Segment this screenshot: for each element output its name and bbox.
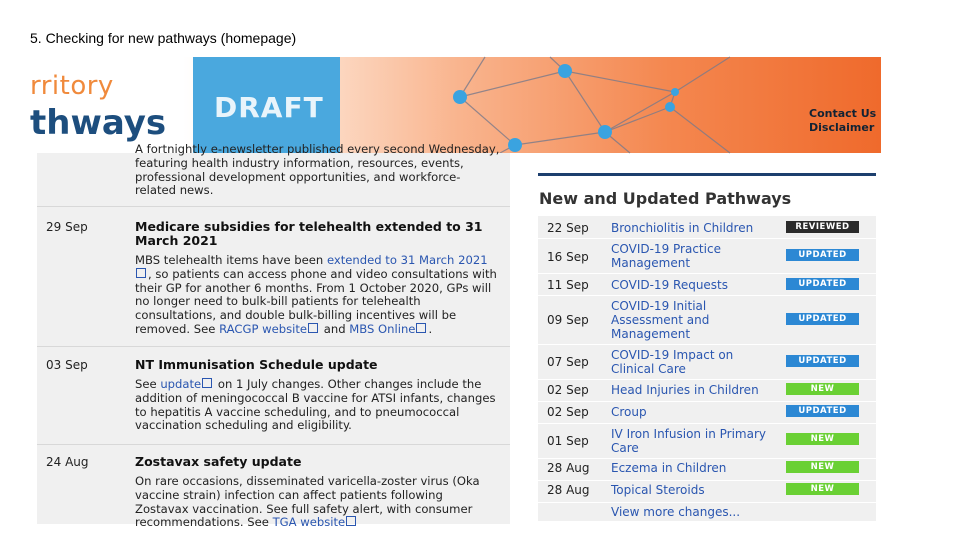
pathway-date: 22 Sep bbox=[547, 221, 589, 235]
pathway-row[interactable] bbox=[538, 345, 876, 380]
news-item bbox=[37, 143, 510, 207]
news-title[interactable]: NT Immunisation Schedule update bbox=[135, 357, 378, 372]
external-link-icon bbox=[308, 323, 318, 333]
pathway-row[interactable] bbox=[538, 424, 876, 459]
status-badge: UPDATED bbox=[786, 405, 859, 417]
pathway-date: 16 Sep bbox=[547, 250, 589, 264]
pathway-link[interactable]: Topical Steroids bbox=[611, 483, 705, 497]
pathway-row[interactable] bbox=[538, 274, 876, 296]
slide-title: 5. Checking for new pathways (homepage) bbox=[30, 30, 297, 46]
status-badge: NEW bbox=[786, 483, 859, 495]
news-text bbox=[135, 378, 500, 433]
view-more-link[interactable]: View more changes... bbox=[611, 505, 741, 519]
news-title[interactable]: Medicare subsidies for telehealth extended to 31 March 2021 bbox=[135, 219, 483, 248]
status-badge: UPDATED bbox=[786, 278, 859, 290]
pathway-row[interactable] bbox=[538, 217, 876, 239]
pathway-link[interactable]: Head Injuries in Children bbox=[611, 383, 759, 397]
pathway-link[interactable]: COVID-19 Initial Assessment and Management bbox=[611, 299, 710, 341]
news-text-part: See bbox=[135, 377, 161, 391]
news-text bbox=[135, 254, 500, 337]
logo-line-2: thways bbox=[30, 103, 167, 143]
external-link-icon bbox=[136, 268, 146, 278]
pathway-link[interactable]: Bronchiolitis in Children bbox=[611, 221, 754, 235]
external-link-icon bbox=[202, 378, 212, 388]
pathways-header bbox=[538, 176, 876, 216]
pathways-panel bbox=[538, 173, 876, 521]
status-badge: UPDATED bbox=[786, 313, 859, 325]
news-text-part: . bbox=[428, 321, 433, 336]
draft-label: DRAFT bbox=[214, 91, 324, 124]
status-badge: REVIEWED bbox=[786, 221, 859, 233]
pathway-date: 02 Sep bbox=[547, 383, 589, 397]
news-panel bbox=[37, 142, 510, 530]
tga-link[interactable]: TGA website bbox=[272, 515, 346, 530]
news-text-part: on 1 July changes. Other changes include the addition of meningococcal B vaccine for ATSI infants, changes to hepatitis A vaccine scheduling, and to pneumococcal vaccination scheduling and eligibility. bbox=[135, 377, 496, 433]
status-badge: NEW bbox=[786, 433, 859, 445]
status-badge: NEW bbox=[786, 461, 859, 473]
site-banner bbox=[30, 57, 881, 153]
news-date: 24 Aug bbox=[46, 455, 89, 469]
status-badge: UPDATED bbox=[786, 355, 859, 367]
pathway-link[interactable]: Croup bbox=[611, 405, 647, 419]
update-link[interactable]: update bbox=[160, 377, 202, 391]
pathways-title: New and Updated Pathways bbox=[539, 189, 792, 208]
disclaimer-link[interactable]: Disclaimer bbox=[809, 121, 875, 134]
pathway-date: 07 Sep bbox=[547, 355, 589, 369]
logo-line-1: rritory bbox=[30, 71, 114, 101]
banner-links bbox=[809, 107, 881, 135]
status-badge: NEW bbox=[786, 383, 859, 395]
pathway-date: 01 Sep bbox=[547, 434, 589, 448]
pathway-date: 28 Aug bbox=[547, 483, 590, 497]
news-item bbox=[37, 207, 510, 347]
news-text-part: On rare occasions, disseminated varicella-zoster virus (Oka vaccine strain) infection can affect patients following Zostavax vaccination. See full safety alert, with consumer recommendations. See bbox=[135, 474, 480, 530]
news-text-part: , so patients can access phone and video consultations with their GP for another 6 months. From 1 October 2020, GPs will no longer need to bulk-bill patients for telehealth consultations, and double bulk-billing incentives will be removed. See bbox=[135, 266, 497, 336]
pathway-row[interactable] bbox=[538, 239, 876, 274]
pathway-link[interactable]: Eczema in Children bbox=[611, 461, 727, 475]
pathway-row[interactable] bbox=[538, 481, 876, 503]
draft-watermark bbox=[193, 57, 340, 153]
news-date: 29 Sep bbox=[46, 220, 88, 234]
pathway-date: 09 Sep bbox=[547, 313, 589, 327]
news-item bbox=[37, 445, 510, 535]
status-badge: UPDATED bbox=[786, 249, 859, 261]
external-link-icon bbox=[416, 323, 426, 333]
contact-us-link[interactable]: Contact Us bbox=[809, 107, 877, 120]
racgp-link[interactable]: RACGP website bbox=[219, 321, 308, 336]
pathway-row[interactable] bbox=[538, 459, 876, 481]
pathway-row[interactable] bbox=[538, 380, 876, 402]
pathway-date: 02 Sep bbox=[547, 405, 589, 419]
news-text bbox=[135, 475, 500, 530]
news-item bbox=[37, 347, 510, 445]
pathway-date: 28 Aug bbox=[547, 461, 590, 475]
news-text-part: MBS telehealth items have been bbox=[135, 253, 327, 267]
pathway-date: 11 Sep bbox=[547, 278, 589, 292]
pathway-link[interactable]: COVID-19 Requests bbox=[611, 278, 729, 292]
pathway-link[interactable]: IV Iron Infusion in Primary Care bbox=[611, 427, 766, 455]
pathway-row[interactable] bbox=[538, 296, 876, 345]
external-link-icon bbox=[346, 516, 356, 526]
pathway-link[interactable]: COVID-19 Impact on Clinical Care bbox=[611, 348, 734, 376]
news-text: A fortnightly e-newsletter published every second Wednesday, featuring health industry information, resources, events, professional development opportunities, and workforce-related news. bbox=[135, 142, 500, 198]
pathway-row[interactable] bbox=[538, 402, 876, 424]
mbs-online-link[interactable]: MBS Online bbox=[349, 321, 416, 336]
news-date: 03 Sep bbox=[46, 358, 88, 372]
news-title[interactable]: Zostavax safety update bbox=[135, 454, 302, 469]
extended-link[interactable]: extended to 31 March 2021 bbox=[326, 253, 488, 267]
pathway-link[interactable]: COVID-19 Practice Management bbox=[611, 242, 721, 270]
news-text-part: and bbox=[320, 321, 350, 336]
